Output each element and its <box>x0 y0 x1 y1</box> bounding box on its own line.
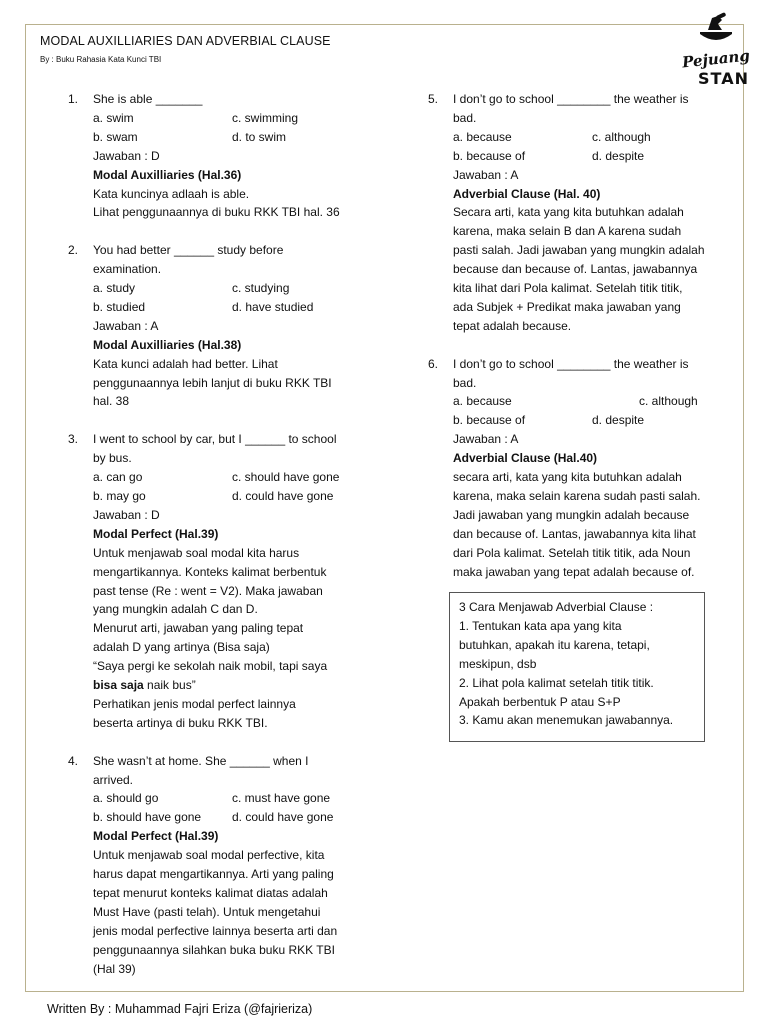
question-stem: She is able _______ <box>93 92 203 106</box>
tips-line: 2. Lihat pola kalimat setelah titik titik. <box>459 675 654 690</box>
option: c. although <box>592 129 651 144</box>
tips-line: butuhkan, apakah itu karena, tetapi, <box>459 637 650 652</box>
topic-heading: Modal Perfect (Hal.39) <box>93 829 219 844</box>
question-stem: by bus. <box>93 451 132 466</box>
explanation-line: adalah D yang artinya (Bisa saja) <box>93 640 270 655</box>
tips-box <box>449 592 705 742</box>
question-stem: bad. <box>453 110 477 125</box>
option: a. can go <box>93 470 143 485</box>
question-4 <box>68 752 340 979</box>
tips-line: 3 Cara Menjawab Adverbial Clause : <box>459 600 654 614</box>
option: b. because of <box>453 413 526 428</box>
tips-line: Apakah berbentuk P atau S+P <box>459 694 621 709</box>
explanation-line: penggunaannya lebih lanjut di buku RKK TBI <box>93 375 332 390</box>
explanation-line: past tense (Re : went = V2). Maka jawaban <box>93 583 323 598</box>
byline: By : Buku Rahasia Kata Kunci TBI <box>40 55 162 64</box>
question-number: 5. <box>428 92 439 106</box>
options-row <box>93 128 340 147</box>
question-5 <box>428 90 705 336</box>
question-number: 3. <box>68 432 79 447</box>
options-row <box>93 298 340 317</box>
explanation-line: Secara arti, kata yang kita butuhkan adalah <box>453 205 684 220</box>
option: a. because <box>453 129 512 144</box>
question-stem: I don’t go to school ________ the weather is <box>453 356 689 371</box>
option: d. could have gone <box>232 810 334 825</box>
logo <box>680 12 750 90</box>
question-stem: bad. <box>453 375 477 390</box>
options-row <box>93 789 340 808</box>
question-stem: I don’t go to school ________ the weather is <box>453 92 689 106</box>
explanation-line: because dan because of. Lantas, jawabannya <box>453 262 698 277</box>
option: a. because <box>453 394 512 409</box>
answer: Jawaban : A <box>453 167 519 182</box>
question-stem: arrived. <box>93 772 134 787</box>
option: d. despite <box>592 148 645 163</box>
page-title: MODAL AUXILLIARIES DAN ADVERBIAL CLAUSE <box>40 34 331 48</box>
option: b. studied <box>93 299 146 314</box>
explanation-line: Untuk menjawab soal modal perfective, kita <box>93 848 325 863</box>
answer: Jawaban : D <box>93 148 160 163</box>
question-2 <box>68 241 340 411</box>
question-stem: I went to school by car, but I ______ to school <box>93 432 337 447</box>
explanation-line: (Hal 39) <box>93 961 136 976</box>
explanation-line: Lihat penggunaannya di buku RKK TBI hal. 36 <box>93 205 340 220</box>
explanation-line: pasti salah. Jadi jawaban yang mungkin adalah <box>453 243 705 258</box>
option: b. because of <box>453 148 526 163</box>
answer: Jawaban : A <box>453 432 519 447</box>
logo-text-line2: STAN <box>698 69 749 88</box>
explanation-line: Menurut arti, jawaban yang paling tepat <box>93 621 304 636</box>
explanation-line: maka jawaban yang tepat adalah because of. <box>453 564 695 579</box>
option: a. swim <box>93 110 134 125</box>
question-stem: examination. <box>93 262 162 277</box>
option: c. although <box>639 394 698 409</box>
explanation-line: Perhatikan jenis modal perfect lainnya <box>93 696 296 711</box>
explanation-line: Untuk menjawab soal modal kita harus <box>93 545 300 560</box>
explanation-line: karena, maka selain B dan A karena sudah <box>453 224 682 239</box>
option: b. should have gone <box>93 810 202 825</box>
option: d. to swim <box>232 129 287 144</box>
logo-text-line1: Pejuang <box>681 46 751 72</box>
emphasis: bisa saja <box>93 678 144 693</box>
explanation-line: tepat adalah because. <box>453 318 572 333</box>
topic-heading: Adverbial Clause (Hal.40) <box>453 451 598 466</box>
explanation-line: yang mungkin adalah C dan D. <box>93 602 258 617</box>
topic-heading: Modal Perfect (Hal.39) <box>93 526 219 541</box>
tips-line: 3. Kamu akan menemukan jawabannya. <box>459 713 674 728</box>
option: a. should go <box>93 791 159 806</box>
option: b. may go <box>93 489 146 503</box>
explanation-line: jenis modal perfective lainnya beserta arti dan <box>93 923 338 938</box>
bowl-logo-icon <box>696 12 736 46</box>
tips-line: meskipun, dsb <box>459 656 537 671</box>
topic-heading: Adverbial Clause (Hal. 40) <box>453 186 601 201</box>
options-row <box>93 808 340 827</box>
question-number: 6. <box>428 356 439 371</box>
topic-heading: Modal Auxilliaries (Hal.38) <box>93 337 242 352</box>
option: d. despite <box>592 413 645 428</box>
options-row <box>453 147 705 166</box>
topic-heading: Modal Auxilliaries (Hal.36) <box>93 167 242 182</box>
options-row <box>93 109 340 128</box>
options-row <box>93 468 340 487</box>
question-number: 2. <box>68 243 79 258</box>
explanation-line: harus dapat mengartikannya. Arti yang paling <box>93 867 334 882</box>
options-row <box>93 279 340 298</box>
explanation-line: mengartikannya. Konteks kalimat berbentuk <box>93 564 327 579</box>
explanation-line: secara arti, kata yang kita butuhkan adalah <box>453 470 682 485</box>
explanation-line: tepat menurut konteks kalimat diatas adalah <box>93 886 328 901</box>
explanation-line: Kata kuncinya adlaah is able. <box>93 186 250 201</box>
explanation-line: penggunaannya silahkan buka buku RKK TBI <box>93 942 335 957</box>
options-row <box>453 128 705 147</box>
left-column <box>68 90 340 979</box>
option: c. should have gone <box>232 470 340 485</box>
question-6 <box>428 355 705 582</box>
options-row <box>453 411 705 430</box>
footer-credit: Written By : Muhammad Fajri Eriza (@fajrieriza) <box>47 1002 313 1016</box>
option: d. could have gone <box>232 489 334 503</box>
explanation-line: Must Have (pasti telah). Untuk mengetahui <box>93 904 321 919</box>
question-stem: She wasn’t at home. She ______ when I <box>93 753 309 768</box>
option: b. swam <box>93 129 138 144</box>
explanation-line: dari Pola kalimat. Setelah titik titik, ada Noun <box>453 545 691 560</box>
explanation-line: Jadi jawaban yang mungkin adalah because <box>453 507 690 522</box>
question-number: 1. <box>68 92 79 106</box>
question-number: 4. <box>68 753 79 768</box>
explanation-line: hal. 38 <box>93 394 130 409</box>
explanation-line: “Saya pergi ke sekolah naik mobil, tapi saya <box>93 659 328 674</box>
options-row <box>93 487 340 506</box>
explanation-line: beserta artinya di buku RKK TBI. <box>93 715 268 730</box>
explanation-line <box>93 676 340 695</box>
emphasis-rest: naik bus” <box>143 678 196 693</box>
tips-line: 1. Tentukan kata apa yang kita <box>459 618 622 633</box>
option: a. study <box>93 281 136 296</box>
option: c. studying <box>232 281 290 296</box>
question-stem: You had better ______ study before <box>93 243 284 258</box>
right-column <box>428 90 705 582</box>
explanation-line: kita lihat dari Pola kalimat. Setelah titik titik, <box>453 281 683 296</box>
question-1 <box>68 90 340 222</box>
option: c. swimming <box>232 110 299 125</box>
explanation-line: ada Subjek + Predikat maka jawaban yang <box>453 299 681 314</box>
explanation-line: Kata kunci adalah had better. Lihat <box>93 356 278 371</box>
answer: Jawaban : D <box>93 507 160 522</box>
explanation-line: karena, maka selain karena sudah pasti salah. <box>453 489 701 504</box>
option: d. have studied <box>232 299 314 314</box>
explanation-line: dan because of. Lantas, jawabannya kita lihat <box>453 526 696 541</box>
answer: Jawaban : A <box>93 318 159 333</box>
option: c. must have gone <box>232 791 331 806</box>
question-3 <box>68 430 340 733</box>
options-row <box>453 392 705 411</box>
